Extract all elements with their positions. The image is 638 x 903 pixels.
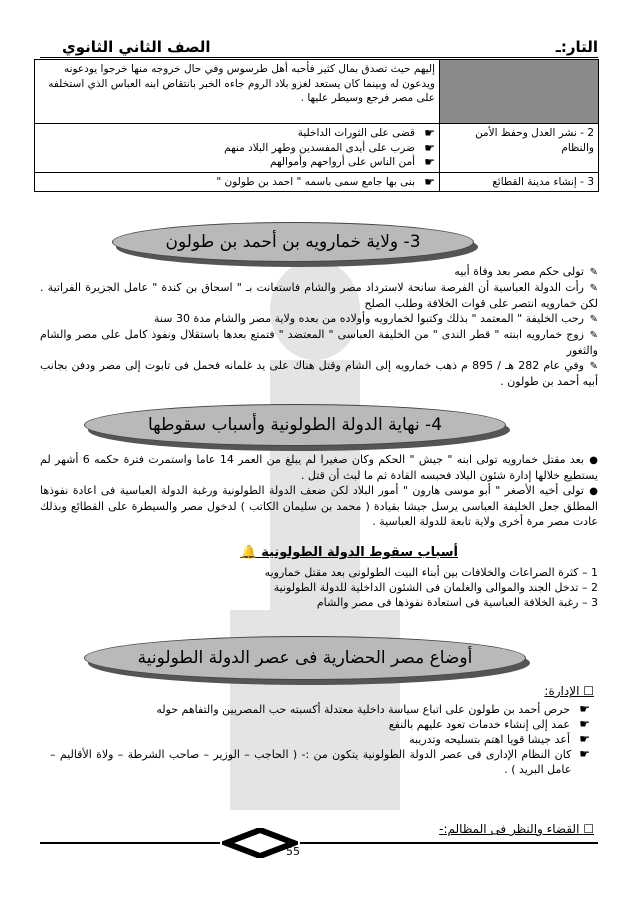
list-item — [39, 175, 435, 190]
paragraph-text: تولى حكم مصر بعد وفاة أبيه — [454, 265, 584, 278]
list-item-text: حرص أحمد بن طولون على اتباع سياسة داخلية معتدلة أكسبته حب المصريين والتفاهم حوله — [156, 703, 570, 716]
list-item — [39, 155, 435, 170]
paragraph — [40, 452, 598, 483]
checkbox-icon: ☐ — [583, 684, 594, 698]
list-item: 2 – تدخل الجند والموالى والغلمان فى الشئون الداخلية للدولة الطولونية — [273, 581, 598, 594]
section3-banner — [112, 222, 474, 262]
history-label: التار:ـ — [555, 38, 598, 56]
section3-body — [40, 264, 598, 389]
list-item-text: كان النظام الإدارى فى عصر الدولة الطولونية يتكون من :- ( الحاجب – الوزير – صاحب الشرطة – ولاة الأقاليم – عامل البريد ) . — [50, 748, 572, 776]
pointing-hand-icon: ☛ — [424, 126, 435, 140]
section4-banner-text: 4- نهاية الدولة الطولونية وأسباب سقوطها — [147, 415, 443, 435]
list-item — [39, 126, 435, 141]
list-item — [50, 717, 590, 732]
check-icon: ✎ — [589, 267, 598, 278]
table-cell-items — [35, 172, 440, 192]
list-item — [50, 702, 590, 717]
admin-label-text: الإدارة: — [544, 684, 580, 698]
list-item-text: قضى على الثورات الداخلية — [297, 127, 415, 139]
list-item-text: أعد جيشا قويا اهتم بتسليحه وتدريبه — [409, 733, 570, 746]
paragraph — [40, 358, 598, 389]
list-item-text: ضرب على أيدى المفسدين وطهر البلاد منهم — [224, 141, 415, 154]
causes-title — [240, 545, 458, 560]
paragraph — [40, 311, 598, 327]
causes-list — [40, 565, 598, 610]
judiciary-label-text: القضاء والنظر فى المظالم:- — [439, 822, 580, 836]
section4-banner — [84, 404, 506, 446]
paragraph-text: رحب الخليفة " المعتمد " بذلك وكتبوا لخمارويه وأولاده من بعده ولاية مصر والشام مدة 30 سنة — [154, 312, 584, 325]
paragraph-text: زوج خمارويه ابنته " قطر الندى " من الخليفة العباسى " المعتضد " فتمتع بعدها باستقلال ونفوذ كامل على مصر والشام والثغور — [40, 328, 598, 357]
pointing-hand-icon: ☛ — [579, 702, 590, 716]
pointing-hand-icon: ☛ — [424, 140, 435, 155]
paragraph-text: بعد مقتل خمارويه تولى ابنه " جيش " الحكم وكان صغيرا لم يبلغ من العمر 14 عاما واستمرت فترة حكمه 6 أشهر لم يستطيع خلالها إدارة شئون البلاد فحبسه القادة ثم ما لبث أن قتل . — [40, 453, 598, 482]
bullet-icon: ● — [589, 455, 599, 466]
judiciary-label — [439, 822, 594, 836]
section5-list — [50, 702, 590, 777]
paragraph — [40, 327, 598, 358]
section5-banner — [84, 636, 526, 680]
list-item: 1 – كثرة الصراعات والخلافات بين أبناء البيت الطولونى بعد مقتل خمارويه — [264, 566, 598, 579]
table-row1-title: 2 - نشر العدل وحفظ الأمن والنظام — [475, 127, 594, 154]
decorative-bells-icon: 🔔 — [240, 545, 257, 560]
table-cell-text — [35, 60, 440, 124]
paragraph — [40, 264, 598, 280]
table-row2-title: 3 - إنشاء مدينة القطائع — [492, 175, 594, 188]
events-table — [34, 59, 599, 192]
table-cell-shaded — [440, 60, 599, 124]
pointing-hand-icon: ☛ — [579, 717, 590, 731]
list-item-text: أمن الناس على أرواحهم وأموالهم — [270, 156, 415, 168]
footer-rule-right — [300, 842, 598, 844]
table-cell-title — [440, 172, 599, 192]
pointing-hand-icon: ☛ — [579, 732, 590, 746]
list-item-text: بنى بها جامع سمى باسمه " احمد بن طولون " — [216, 175, 415, 188]
page-title: الصف الثاني الثانوي — [62, 38, 211, 56]
checkbox-icon: ☐ — [583, 822, 594, 836]
section3-banner-text: 3- ولاية خمارويه بن أحمد بن طولون — [165, 232, 421, 252]
footer-rule-left — [40, 842, 220, 844]
check-icon: ✎ — [589, 283, 598, 294]
paragraph-text: وفي عام 282 هـ / 895 م ذهب خمارويه إلى الشام وقتل هناك على يد غلمانه فحمل فى تابوت إلى مصر ودفن بجانب أبيه أحمد بن طولون . — [40, 359, 598, 388]
paragraph-text: تولى أخيه الأصغر " أبو موسى هارون " أمور البلاد لكن ضعف الدولة الطولونية ورغبة الدولة العباسية فى اعادة نفوذها المطلق جعل الخليفة العباسى يرسل جيشا بقيادة ( محمد بن سليمان الكاتب ) لدخول مصر والسيطرة على القطائع وبذلك عادت مصر مرة أخرى ولاية تابعة للدولة العباسية . — [40, 484, 598, 528]
causes-title-text: أسباب سقوط الدولة الطولونية — [261, 545, 458, 560]
table-row0-text: إليهم حيث تصدق بمال كثير فأحبه أهل طرسوس وفي حال خروجه منها خرجوا يودعونه ويدعون له وبينما كان يستعد لغزو بلاد الروم جاءه الخبر بانتقاض ابنه العباس الذي استخلفه على مصر فرجع وسيطر عليها . — [48, 63, 435, 104]
admin-label — [544, 684, 594, 698]
list-item — [39, 141, 435, 156]
table-cell-title — [440, 124, 599, 173]
pointing-hand-icon: ☛ — [579, 747, 590, 761]
paragraph — [40, 280, 598, 311]
check-icon: ✎ — [589, 314, 598, 325]
paragraph-text: رأت الدولة العباسية أن الفرصة سانحة لاسترداد مصر والشام فاستعانت بـ " اسحاق بن كندة " عامل الجزيرة الفراتية . لكن خمارويه انتصر على قوات الخلافة وطلب الصلح — [40, 281, 598, 310]
section4-body — [40, 452, 598, 529]
list-item — [50, 732, 590, 747]
section5-banner-text: أوضاع مصر الحضارية فى عصر الدولة الطولونية — [137, 648, 473, 668]
bullet-icon: ● — [589, 486, 598, 497]
pointing-hand-icon: ☛ — [424, 155, 435, 169]
list-item — [50, 747, 590, 777]
check-icon: ✎ — [589, 361, 598, 372]
list-item-text: عمد إلى إنشاء خدمات تعود عليهم بالنفع — [388, 718, 570, 731]
table-cell-items — [35, 124, 440, 173]
list-item: 3 – رغبة الخلافة العباسية فى استعادة نفوذها فى مصر والشام — [316, 596, 598, 609]
paragraph — [40, 483, 598, 529]
check-icon: ✎ — [589, 330, 598, 341]
pointing-hand-icon: ☛ — [424, 174, 435, 189]
header-rule — [40, 57, 598, 58]
page-number: 55 — [286, 845, 300, 858]
